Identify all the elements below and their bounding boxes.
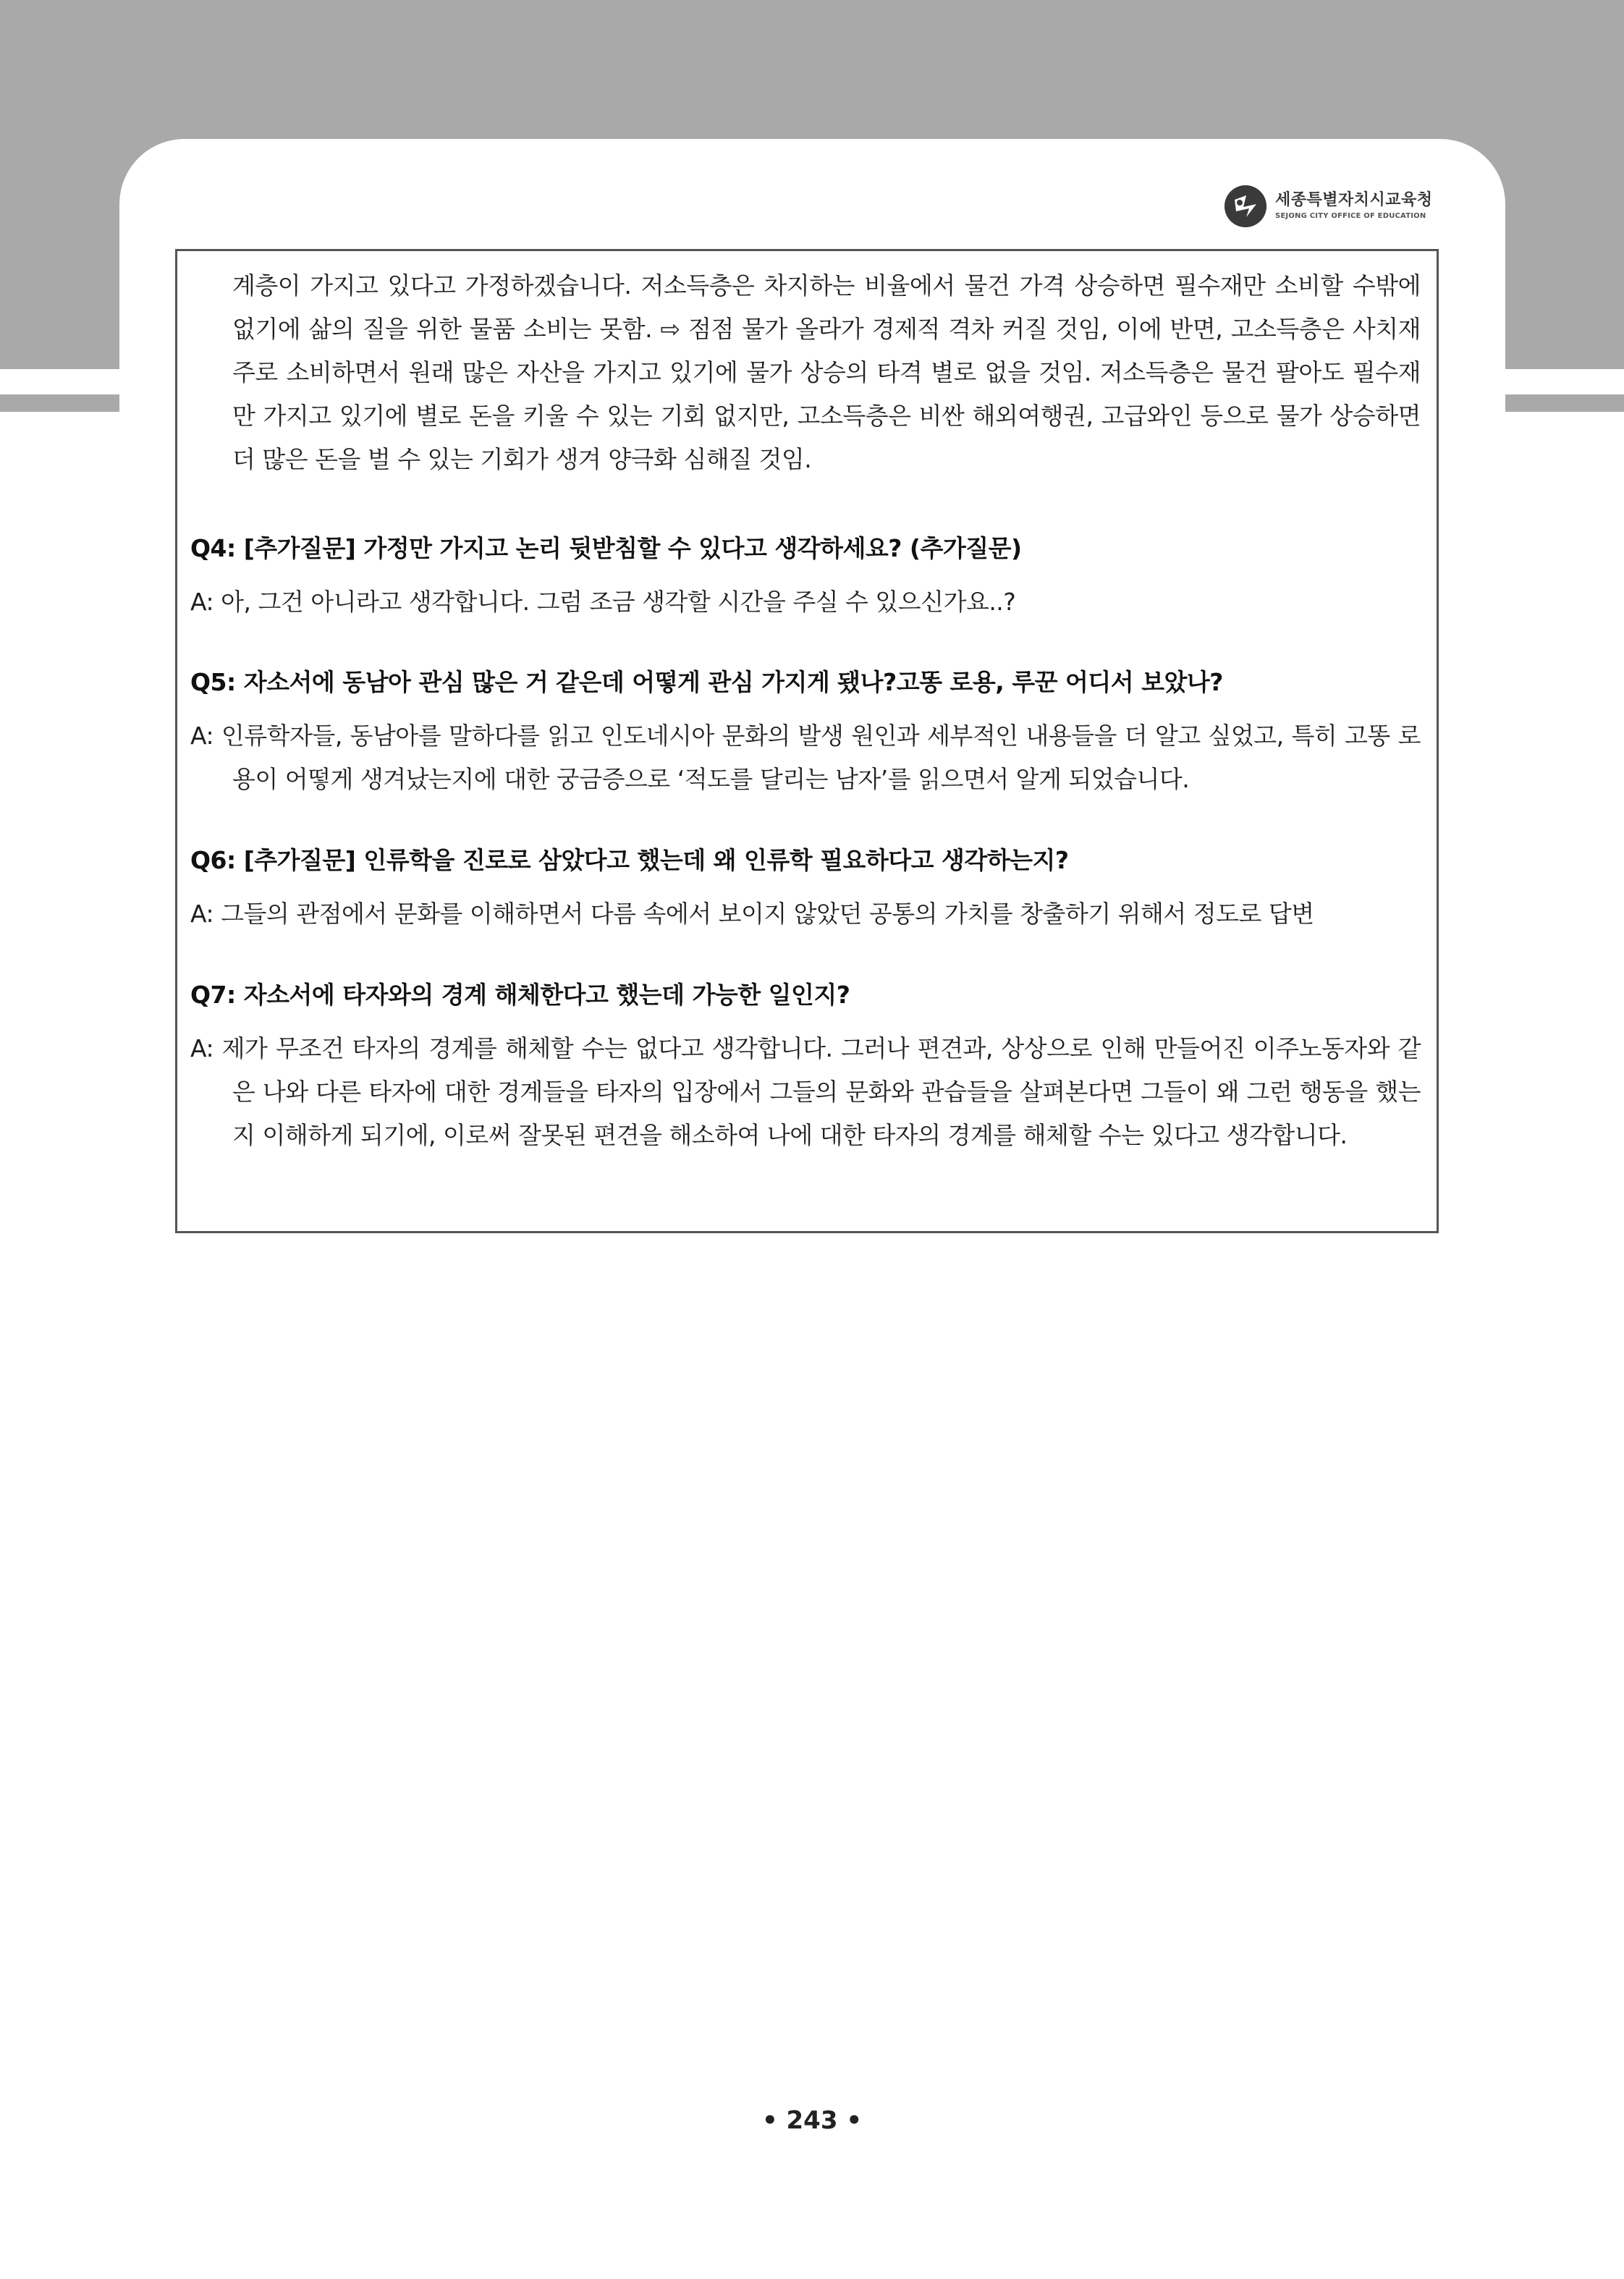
sejong-office-logo-icon [1225, 185, 1266, 227]
answer-q4: A: 아, 그건 아니라고 생각합니다. 그럼 조금 생각할 시간을 주실 수 있으신가요..? [190, 588, 1016, 616]
page-number: • 243 • [761, 2106, 863, 2135]
question-q7: Q7: 자소서에 타자와의 경계 해체한다고 했는데 가능한 일인지? [190, 981, 850, 1009]
question-q5: Q5: 자소서에 동남아 관심 많은 거 같은데 어떻게 관심 가지게 됐나?고똥 로용, 루꾼 어디서 보았나? [190, 668, 1223, 696]
question-q4: Q4: [추가질문] 가정만 가지고 논리 뒷받침할 수 있다고 생각하세요? (추가질문) [190, 534, 1022, 562]
intro-paragraph: 계층이 가지고 있다고 가정하겠습니다. 저소득층은 차지하는 비율에서 물건 가격 상승하면 필수재만 소비할 수밖에 없기에 삶의 질을 위한 물품 소비는 못함. ⇨ 점점 물가 올라가 경제적 격차 커질 것임, 이에 반면, 고소득층은 사치재 주로 소비하면서 원래 많은 자산을 가지고 있기에 물가 상승의 타격 별로 없을 것임. 저소득층은 물건 팔아도 필수재만 가지고 있기에 별로 돈을 키울 수 있는 기회 없지만, 고소득층은 비싼 해외여행권, 고급와인 등으로 물가 상승하면 더 많은 돈을 벌 수 있는 기회가 생겨 양극화 심해질 것임. [232, 271, 1421, 473]
question-q6: Q6: [추가질문] 인류학을 진로로 삼았다고 했는데 왜 인류학 필요하다고 생각하는지? [190, 846, 1069, 874]
answer-q5: A: 인류학자들, 동남아를 말하다를 읽고 인도네시아 문화의 발생 원인과 세부적인 내용들을 더 알고 싶었고, 특히 고똥 로용이 어떻게 생겨났는지에 대한 궁금증으로 ‘적도를 달리는 남자’를 읽으면서 알게 되었습니다. [190, 722, 1421, 793]
logo [1225, 184, 1433, 229]
left-rule [0, 394, 119, 412]
logo-korean-text: 세종특별자치시교육청 [1275, 191, 1433, 209]
answer-q7: A: 제가 무조건 타자의 경계를 해체할 수는 없다고 생각합니다. 그러나 편견과, 상상으로 인해 만들어진 이주노동자와 같은 나와 다른 타자에 대한 경계들을 타자의 입장에서 그들의 문화와 관습들을 살펴본다면 그들이 왜 그런 행동을 했는지 이해하게 되기에, 이로써 잘못된 편견을 해소하여 나에 대한 타자의 경계를 해체할 수는 있다고 생각합니다. [190, 1034, 1421, 1149]
logo-english-text: SEJONG CITY OFFICE OF EDUCATION [1275, 212, 1426, 220]
interview-content-box [175, 249, 1439, 1233]
right-rule [1505, 394, 1624, 412]
answer-q6: A: 그들의 관점에서 문화를 이해하면서 다름 속에서 보이지 않았던 공통의 가치를 창출하기 위해서 정도로 답변 [190, 900, 1314, 928]
